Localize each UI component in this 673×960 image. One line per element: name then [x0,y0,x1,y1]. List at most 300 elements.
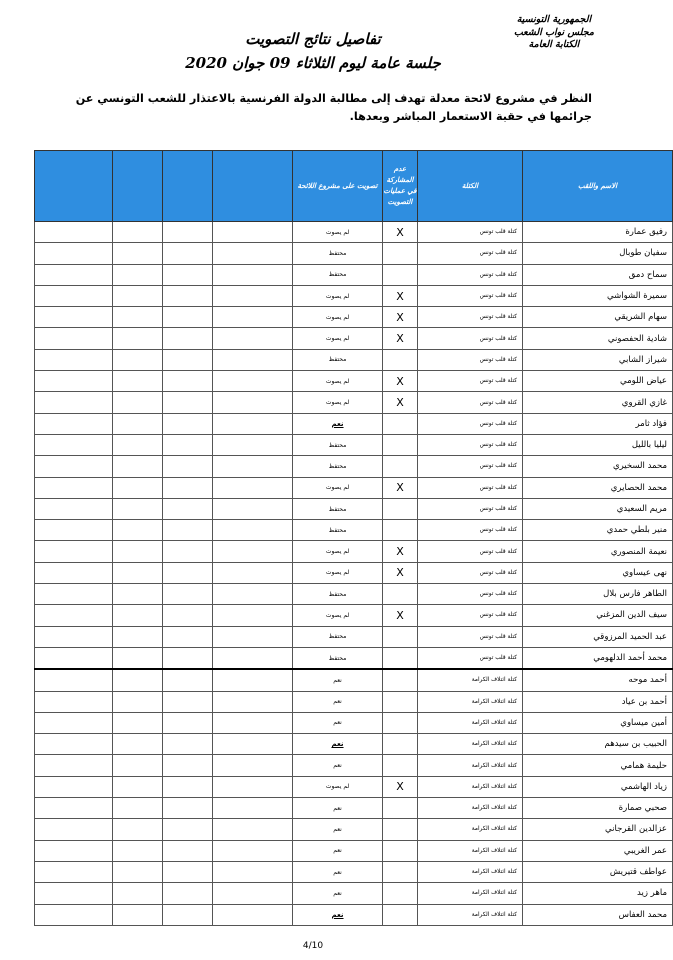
name-cell: سهام الشريقي [523,307,673,328]
empty-cell [35,413,113,434]
empty-cell [163,371,213,392]
empty-cell [35,798,113,819]
bloc-cell: كتلة قلب تونس [418,285,523,306]
name-cell: الحبيب بن سيدهم [523,734,673,755]
empty-cell [113,562,163,583]
nonparticipation-cell [383,584,418,605]
empty-cell [113,285,163,306]
bloc-cell: كتلة قلب تونس [418,392,523,413]
empty-cell [35,520,113,541]
vote-cell: نعم [293,755,383,776]
vote-cell: نعم [293,861,383,882]
empty-cell [35,434,113,455]
empty-cell [113,626,163,647]
bloc-cell: كتلة قلب تونس [418,605,523,626]
nonparticipation-cell: X [383,776,418,797]
empty-cell [163,605,213,626]
empty-cell [213,776,293,797]
empty-cell [213,520,293,541]
name-cell: أمين ميساوي [523,712,673,733]
empty-cell [113,222,163,243]
name-cell: رفيق عمارة [523,222,673,243]
table-row [35,798,673,819]
empty-cell [35,755,113,776]
nonparticipation-cell: X [383,562,418,583]
empty-cell [35,285,113,306]
bloc-cell: كتلة ائتلاف الكرامة [418,669,523,691]
bloc-cell: كتلة ائتلاف الكرامة [418,776,523,797]
nonparticipation-cell: X [383,541,418,562]
empty-cell [113,243,163,264]
empty-cell [35,691,113,712]
empty-cell [213,819,293,840]
bloc-cell: كتلة قلب تونس [418,626,523,647]
empty-cell [163,755,213,776]
nonparticipation-cell [383,456,418,477]
empty-cell [113,434,163,455]
empty-cell [213,264,293,285]
name-cell: عزالدين القرجاني [523,819,673,840]
empty-cell [113,520,163,541]
intro-text: النظر في مشروع لائحة معدلة تهدف إلى مطالبة الدولة الفرنسية بالاعتذار للشعب التونسي عن جرائمها في حقبة الاستعمار المباشر وبعدها. [75,92,592,123]
empty-cell [113,798,163,819]
empty-cell [35,264,113,285]
bloc-cell: كتلة قلب تونس [418,222,523,243]
empty-cell [35,840,113,861]
nonparticipation-cell: X [383,222,418,243]
bloc-cell: كتلة ائتلاف الكرامة [418,840,523,861]
empty-cell [213,734,293,755]
vote-cell: نعم [293,883,383,904]
bloc-cell: كتلة قلب تونس [418,498,523,519]
page-subtitle: جلسة عامة ليوم الثلاثاء 09 جوان 2020 [185,54,441,72]
vote-cell [293,413,383,434]
empty-cell [163,669,213,691]
empty-cell [213,605,293,626]
bloc-cell: كتلة قلب تونس [418,371,523,392]
empty-cell [163,456,213,477]
empty-cell [163,883,213,904]
table-row [35,647,673,669]
table-row [35,819,673,840]
bloc-cell: كتلة ائتلاف الكرامة [418,755,523,776]
vote-cell: لم يصوت [293,477,383,498]
table-row [35,712,673,733]
empty-cell [213,712,293,733]
empty-cell [113,669,163,691]
header-empty-2 [163,151,213,222]
name-cell: حليمة همامي [523,755,673,776]
name-cell: منير بلطي حمدي [523,520,673,541]
vote-cell: محتفظ [293,243,383,264]
empty-cell [113,498,163,519]
bloc-cell: كتلة قلب تونس [418,307,523,328]
table-body [35,222,673,926]
nonparticipation-cell [383,798,418,819]
empty-cell [35,498,113,519]
vote-cell: لم يصوت [293,307,383,328]
empty-cell [163,477,213,498]
empty-cell [213,647,293,669]
nonparticipation-cell [383,498,418,519]
empty-cell [163,349,213,370]
empty-cell [35,222,113,243]
bloc-cell: كتلة قلب تونس [418,413,523,434]
empty-cell [213,904,293,925]
empty-cell [113,647,163,669]
vote-cell: محتفظ [293,498,383,519]
header-name: الاسم واللقب [523,151,673,222]
empty-cell [35,456,113,477]
empty-cell [163,798,213,819]
empty-cell [35,584,113,605]
empty-cell [113,861,163,882]
name-cell: محمد الحصايري [523,477,673,498]
nonparticipation-cell [383,734,418,755]
empty-cell [113,776,163,797]
empty-cell [113,605,163,626]
empty-cell [213,798,293,819]
nonparticipation-cell [383,520,418,541]
table-row [35,413,673,434]
empty-cell [163,264,213,285]
nonparticipation-cell [383,647,418,669]
bloc-cell: كتلة قلب تونس [418,520,523,541]
table-row [35,605,673,626]
empty-cell [35,626,113,647]
nonparticipation-cell: X [383,477,418,498]
empty-cell [213,243,293,264]
empty-cell [35,734,113,755]
empty-cell [213,222,293,243]
vote-cell: لم يصوت [293,285,383,306]
vote-cell: نعم [293,798,383,819]
table-row [35,840,673,861]
empty-cell [35,861,113,882]
table-row [35,562,673,583]
empty-cell [213,861,293,882]
empty-cell [113,712,163,733]
name-cell: مريم السعيدي [523,498,673,519]
empty-cell [163,413,213,434]
name-cell: سميرة الشواشي [523,285,673,306]
vote-cell: محتفظ [293,520,383,541]
org-line-3: الكتابة العامة [528,39,580,50]
empty-cell [35,541,113,562]
empty-cell [163,819,213,840]
table-row [35,371,673,392]
header-empty-4 [35,151,113,222]
table-row [35,243,673,264]
nonparticipation-cell: X [383,328,418,349]
empty-cell [113,264,163,285]
empty-cell [213,755,293,776]
vote-cell: محتفظ [293,647,383,669]
vote-cell: لم يصوت [293,541,383,562]
table-row [35,498,673,519]
vote-cell: محتفظ [293,584,383,605]
table-row [35,349,673,370]
empty-cell [35,883,113,904]
empty-cell [35,647,113,669]
empty-cell [113,413,163,434]
name-cell: ليليا بالليل [523,434,673,455]
org-line-1: الجمهورية التونسية [516,14,592,25]
nonparticipation-cell [383,349,418,370]
table-row [35,904,673,925]
empty-cell [35,605,113,626]
vote-cell: محتفظ [293,456,383,477]
bloc-cell: كتلة ائتلاف الكرامة [418,712,523,733]
table-row [35,691,673,712]
name-cell: نهى عيساوي [523,562,673,583]
empty-cell [213,434,293,455]
table-row [35,883,673,904]
empty-cell [163,584,213,605]
bloc-cell: كتلة قلب تونس [418,243,523,264]
bloc-cell: كتلة قلب تونس [418,562,523,583]
nonparticipation-cell [383,861,418,882]
empty-cell [213,371,293,392]
bloc-cell: كتلة ائتلاف الكرامة [418,734,523,755]
empty-cell [35,669,113,691]
vote-cell: محتفظ [293,349,383,370]
vote-cell: نعم [293,691,383,712]
vote-cell: محتفظ [293,434,383,455]
empty-cell [163,734,213,755]
nonparticipation-cell: X [383,371,418,392]
empty-cell [213,562,293,583]
nonparticipation-cell [383,434,418,455]
nonparticipation-cell [383,243,418,264]
empty-cell [213,541,293,562]
empty-cell [163,626,213,647]
empty-cell [113,904,163,925]
empty-cell [113,371,163,392]
empty-cell [113,456,163,477]
empty-cell [213,328,293,349]
vote-table [34,150,673,926]
empty-cell [213,626,293,647]
empty-cell [35,328,113,349]
bloc-cell: كتلة قلب تونس [418,584,523,605]
nonparticipation-cell: X [383,605,418,626]
page-number: 4/10 [302,941,324,951]
vote-value: نعم [331,910,344,919]
bloc-cell: كتلة قلب تونس [418,328,523,349]
nonparticipation-cell [383,883,418,904]
empty-cell [163,691,213,712]
bloc-cell: كتلة قلب تونس [418,647,523,669]
name-cell: محمد أحمد الدلهومي [523,647,673,669]
empty-cell [163,840,213,861]
empty-cell [163,647,213,669]
vote-cell: لم يصوت [293,222,383,243]
name-cell: أحمد بن عياد [523,691,673,712]
name-cell: محمد العفاس [523,904,673,925]
bloc-cell: كتلة ائتلاف الكرامة [418,819,523,840]
empty-cell [35,904,113,925]
vote-cell: نعم [293,712,383,733]
empty-cell [163,520,213,541]
empty-cell [35,349,113,370]
empty-cell [213,349,293,370]
nonparticipation-cell: X [383,285,418,306]
name-cell: سفيان طوبال [523,243,673,264]
empty-cell [35,307,113,328]
empty-cell [163,712,213,733]
name-cell: عياض اللومي [523,371,673,392]
nonparticipation-cell [383,712,418,733]
empty-cell [113,328,163,349]
table-row [35,584,673,605]
header-empty-1 [213,151,293,222]
empty-cell [113,883,163,904]
table-row [35,755,673,776]
bloc-cell: كتلة قلب تونس [418,264,523,285]
name-cell: عواطف قتيريش [523,861,673,882]
empty-cell [163,307,213,328]
empty-cell [35,819,113,840]
bloc-cell: كتلة قلب تونس [418,477,523,498]
table-row [35,861,673,882]
empty-cell [113,734,163,755]
vote-cell: لم يصوت [293,562,383,583]
header-empty-3 [113,151,163,222]
table-row [35,669,673,691]
vote-cell [293,904,383,925]
name-cell: صحبي صمارة [523,798,673,819]
nonparticipation-cell [383,819,418,840]
empty-cell [213,307,293,328]
table-row [35,328,673,349]
bloc-cell: كتلة ائتلاف الكرامة [418,798,523,819]
empty-cell [35,712,113,733]
empty-cell [35,776,113,797]
empty-cell [35,243,113,264]
empty-cell [213,584,293,605]
nonparticipation-cell [383,669,418,691]
empty-cell [213,840,293,861]
vote-cell: لم يصوت [293,371,383,392]
name-cell: عمر الغريبي [523,840,673,861]
name-cell: غازي القروي [523,392,673,413]
name-cell: أحمد موحه [523,669,673,691]
empty-cell [163,861,213,882]
name-cell: زياد الهاشمي [523,776,673,797]
nonparticipation-cell [383,840,418,861]
empty-cell [35,477,113,498]
table-row [35,307,673,328]
bloc-cell: كتلة ائتلاف الكرامة [418,861,523,882]
name-cell: شيراز الشابي [523,349,673,370]
name-cell: ماهر زيد [523,883,673,904]
empty-cell [113,477,163,498]
nonparticipation-cell [383,264,418,285]
table-row [35,222,673,243]
table-row [35,434,673,455]
name-cell: الطاهر فارس بلال [523,584,673,605]
nonparticipation-cell [383,755,418,776]
empty-cell [35,371,113,392]
empty-cell [113,307,163,328]
bloc-cell: كتلة قلب تونس [418,541,523,562]
vote-cell: نعم [293,819,383,840]
empty-cell [213,498,293,519]
vote-cell: لم يصوت [293,605,383,626]
vote-cell: محتفظ [293,264,383,285]
empty-cell [113,819,163,840]
empty-cell [113,840,163,861]
vote-cell: لم يصوت [293,776,383,797]
vote-cell: محتفظ [293,626,383,647]
vote-value: نعم [331,419,344,428]
table-row [35,392,673,413]
empty-cell [213,883,293,904]
header-vote: تصويت على مشروع اللائحة [293,151,383,222]
empty-cell [213,392,293,413]
bloc-cell: كتلة قلب تونس [418,349,523,370]
name-cell: محمد السخيري [523,456,673,477]
empty-cell [163,285,213,306]
empty-cell [113,691,163,712]
empty-cell [163,392,213,413]
table-row [35,477,673,498]
table-row [35,626,673,647]
name-cell: شادية الحفصوني [523,328,673,349]
bloc-cell: كتلة ائتلاف الكرامة [418,883,523,904]
empty-cell [35,392,113,413]
empty-cell [113,584,163,605]
empty-cell [163,434,213,455]
empty-cell [163,904,213,925]
empty-cell [113,392,163,413]
empty-cell [213,691,293,712]
table-row [35,734,673,755]
nonparticipation-cell: X [383,307,418,328]
name-cell: عبد الحميد المرزوقي [523,626,673,647]
header-nonparticipation: عدم المشاركة في عمليات التصويت [383,151,418,222]
empty-cell [213,413,293,434]
empty-cell [35,562,113,583]
empty-cell [113,755,163,776]
empty-cell [163,562,213,583]
bloc-cell: كتلة قلب تونس [418,456,523,477]
empty-cell [163,776,213,797]
empty-cell [213,669,293,691]
nonparticipation-cell [383,691,418,712]
name-cell: سيف الدين المزغني [523,605,673,626]
vote-cell: نعم [293,840,383,861]
bloc-cell: كتلة ائتلاف الكرامة [418,904,523,925]
empty-cell [163,541,213,562]
table-row [35,541,673,562]
empty-cell [213,456,293,477]
empty-cell [163,328,213,349]
org-line-2: مجلس نواب الشعب [513,26,594,38]
name-cell: فؤاد ثامر [523,413,673,434]
empty-cell [213,477,293,498]
nonparticipation-cell [383,626,418,647]
vote-value: نعم [331,740,344,749]
vote-cell: لم يصوت [293,392,383,413]
empty-cell [113,349,163,370]
empty-cell [163,243,213,264]
table-row [35,520,673,541]
table-row [35,456,673,477]
bloc-cell: كتلة قلب تونس [418,434,523,455]
empty-cell [213,285,293,306]
